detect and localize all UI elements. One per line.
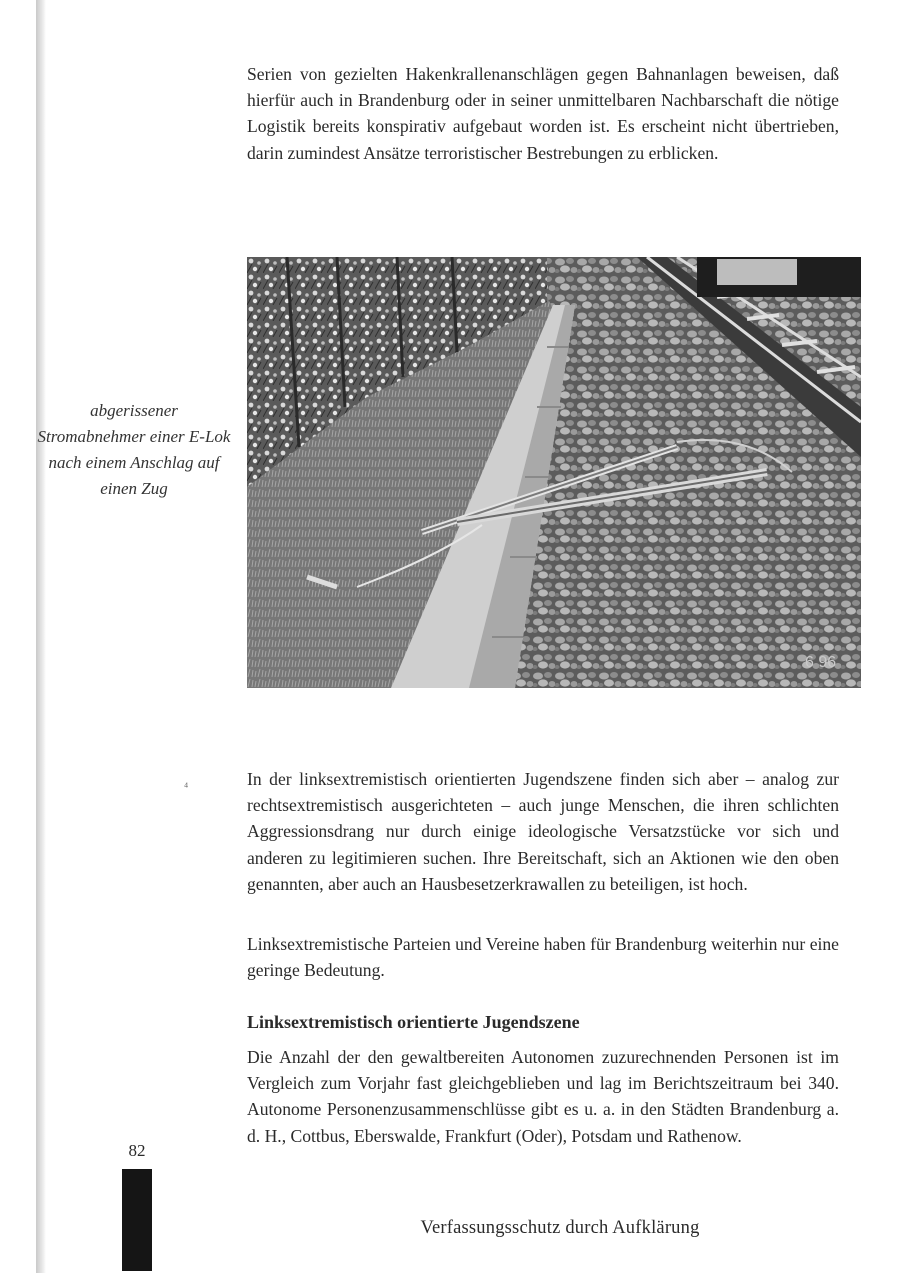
photo-date-stamp: 6 96 [805, 654, 837, 671]
margin-mark: ⁴ [184, 780, 189, 794]
page-number: 82 [128, 1141, 146, 1160]
photo-caption: abgerissener Stromabnehmer einer E-Lok nach einem Anschlag auf einen Zug [37, 401, 231, 498]
paragraph-jugendszene: In der linksextremistisch orientierten Jugendszene finden sich aber – analog zur rechtsextremistisch ausgerichteten – auch junge Menschen, die ihren schlichten Aggressionsdrang nur durch einige ideologische Versatzstücke vor sich und anderen zu legitimieren suchen. Ihre Bereitschaft, sich an Aktionen wie den oben genannten, aber auch an Hausbesetzerkrawallen zu beteiligen, ist hoch. [247, 769, 839, 894]
page-marker-bar [122, 1169, 152, 1271]
paragraph-parteien: Linksextremistische Parteien und Vereine haben für Brandenburg weiterhin nur eine geringe Bedeutung. [247, 934, 839, 981]
section-heading: Linksextremistisch orientierte Jugendszene [247, 1012, 580, 1032]
paragraph-intro: Serien von gezielten Hakenkrallenanschlägen gegen Bahnanlagen beweisen, daß hierfür auch in Brandenburg oder in seiner unmittelbaren Nachbarschaft die nötige Logistik bereits konspirativ aufgebaut worden ist. Es erscheint nicht übertrieben, darin zumindest Ansätze terroristischer Bestrebungen zu erblicken. [247, 64, 839, 163]
paragraph-autonome: Die Anzahl der den gewaltbereiten Autonomen zuzurechnenden Personen ist im Vergleich zum Vorjahr fast gleichgeblieben und lag im Berichtszeitraum bei 340. Autonome Personenzusammenschlüsse gibt es u. a. in den Städten Brandenburg a. d. H., Cottbus, Eberswalde, Frankfurt (Oder), Potsdam und Rathenow. [247, 1047, 839, 1146]
book-spine-shadow [36, 0, 46, 1273]
page-footer: Verfassungsschutz durch Aufklärung [420, 1218, 700, 1238]
photo-railway-track [247, 257, 861, 688]
photo-illustration [247, 257, 861, 688]
